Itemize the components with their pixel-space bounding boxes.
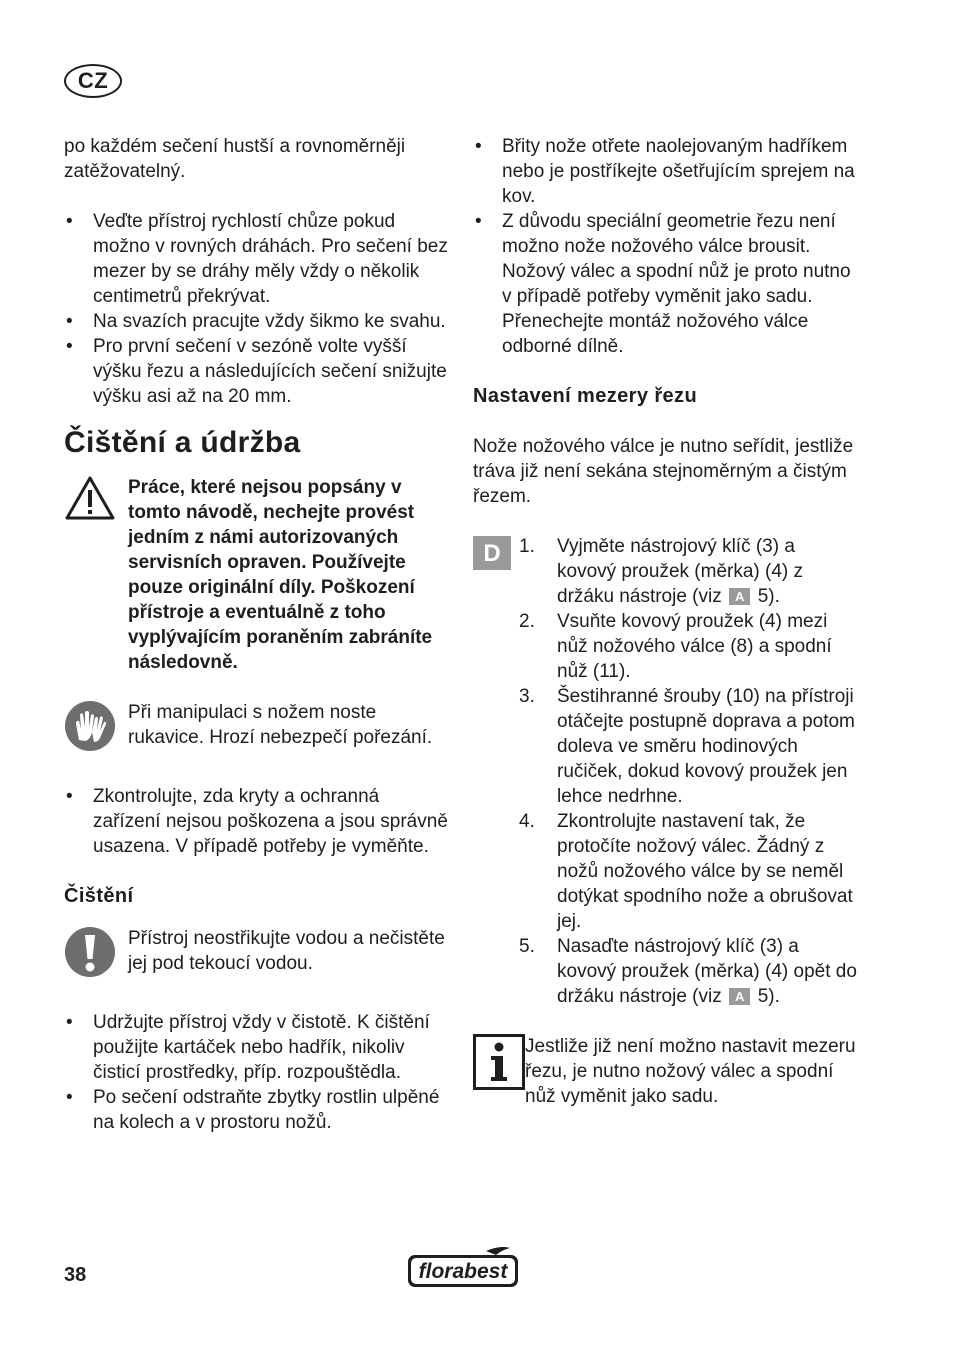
florabest-logo [406, 1245, 520, 1289]
exclamation-icon [64, 926, 116, 978]
step-number: 1. [519, 536, 535, 557]
info-text: Jestliže již není možno nastavit mezeru řezu, je nutno nožový válec a spodní nůž vyměnit jako sadu. [525, 1036, 856, 1107]
step-text-end: 5). [757, 986, 780, 1007]
gap-intro: Nože nožového válce je nutno seřídit, jestliže tráva již není sekána stejnoměrným a čistým řezem. [473, 436, 854, 507]
cleaning-title: Čištění [64, 885, 134, 907]
left-column [64, 134, 448, 1135]
gap-title: Nastavení mezery řezu [473, 385, 698, 407]
figure-ref-badge: A [729, 588, 750, 605]
list-item: • Z důvodu speciální geometrie řezu není možno nože nožového válce brousit. Nožový válec a spodní nůž je proto nutno v případě potřeby vyměnit jako sadu. Přenechejte montáž nožového válce odborné dílně. [473, 209, 857, 359]
list-item [473, 934, 857, 1009]
info-note [473, 1034, 857, 1109]
gloves-icon [64, 700, 116, 752]
list-item: • Pro první sečení v sezóně volte vyšší výšku řezu a následujících sečení snižujte výšku asi až na 20 mm. [64, 334, 448, 409]
gloves-text: Při manipulaci s nožem noste rukavice. Hrozí nebezpečí pořezání. [128, 702, 433, 748]
gloves-note [64, 700, 448, 759]
figure-ref-badge: A [729, 988, 750, 1005]
list-item: • Po sečení odstraňte zbytky rostlin ulpěné na kolech a v prostoru nožů. [64, 1085, 448, 1135]
list-item [473, 684, 857, 809]
list-item: • Veďte přístroj rychlostí chůze pokud možno v rovných dráhách. Pro sečení bez mezer by se dráhy měly vždy o několik centimetrů překrývat. [64, 209, 448, 309]
intro-paragraph: po každém sečení hustší a rovnoměrněji zatěžovatelný. [64, 136, 406, 182]
step-number: 4. [519, 811, 535, 832]
language-badge: CZ [64, 64, 122, 98]
list-item: • Udržujte přístroj vždy v čistotě. K čištění použijte kartáček nebo hadřík, nikoliv čisticí prostředky, příp. rozpouštědla. [64, 1010, 448, 1085]
section-title: Čištění a údržba [64, 426, 301, 459]
d-badge: D [473, 536, 511, 570]
list-item [473, 534, 857, 609]
step-number: 5. [519, 936, 535, 957]
steps-block [473, 534, 857, 1009]
check-bullet-list [64, 784, 448, 859]
warning-note [64, 475, 448, 675]
blade-bullet-list [473, 134, 857, 359]
step-text: Šestihranné šrouby (10) na přístroji otáčejte postupně doprava a potom doleva ve směru hodinových ručiček, dokud kovový proužek jen lehce nedrhne. [557, 686, 855, 807]
mowing-bullet-list [64, 209, 448, 409]
page-number: 38 [64, 1264, 87, 1286]
warning-text: Práce, které nejsou popsány v tomto návodě, nechejte provést jedním z námi autorizovaných servisních opraven. Používejte pouze originální díly. Poškození přístroje a eventuálně z toho vyplývajícím poraněním zabráníte následovně. [128, 477, 433, 673]
caution-note [64, 926, 448, 985]
steps-list [473, 534, 857, 1009]
right-column [473, 134, 857, 1109]
list-item: • Na svazích pracujte vždy šikmo ke svahu. [64, 309, 448, 334]
step-text-end: 5). [757, 586, 780, 607]
cleaning-bullet-list [64, 1010, 448, 1135]
list-item: • Břity nože otřete naolejovaným hadříkem nebo je postříkejte ošetřujícím sprejem na kov. [473, 134, 857, 209]
step-text: Vyjměte nástrojový klíč (3) a kovový proužek (měrka) (4) z držáku nástroje (viz [557, 536, 804, 607]
list-item: • Zkontrolujte, zda kryty a ochranná zařízení nejsou poškozena a jsou správně usazena. V případě potřeby je vyměňte. [64, 784, 448, 859]
warning-triangle-icon [64, 475, 116, 521]
caution-text: Přístroj neostřikujte vodou a nečistěte jej pod tekoucí vodou. [128, 928, 445, 974]
list-item [473, 609, 857, 684]
info-icon [473, 1034, 525, 1090]
step-text: Vsuňte kovový proužek (4) mezi nůž nožového válce (8) a spodní nůž (11). [557, 611, 832, 682]
step-number: 3. [519, 686, 535, 707]
step-text: Nasaďte nástrojový klíč (3) a kovový proužek (měrka) (4) opět do držáku nástroje (viz [557, 936, 857, 1007]
step-text: Zkontrolujte nastavení tak, že protočíte nožový válec. Žádný z nožů nožového válce by se neměl dotýkat spodního nože a obrušovat jej. [557, 811, 853, 932]
step-number: 2. [519, 611, 535, 632]
logo-text: florabest [418, 1260, 508, 1283]
list-item [473, 809, 857, 934]
